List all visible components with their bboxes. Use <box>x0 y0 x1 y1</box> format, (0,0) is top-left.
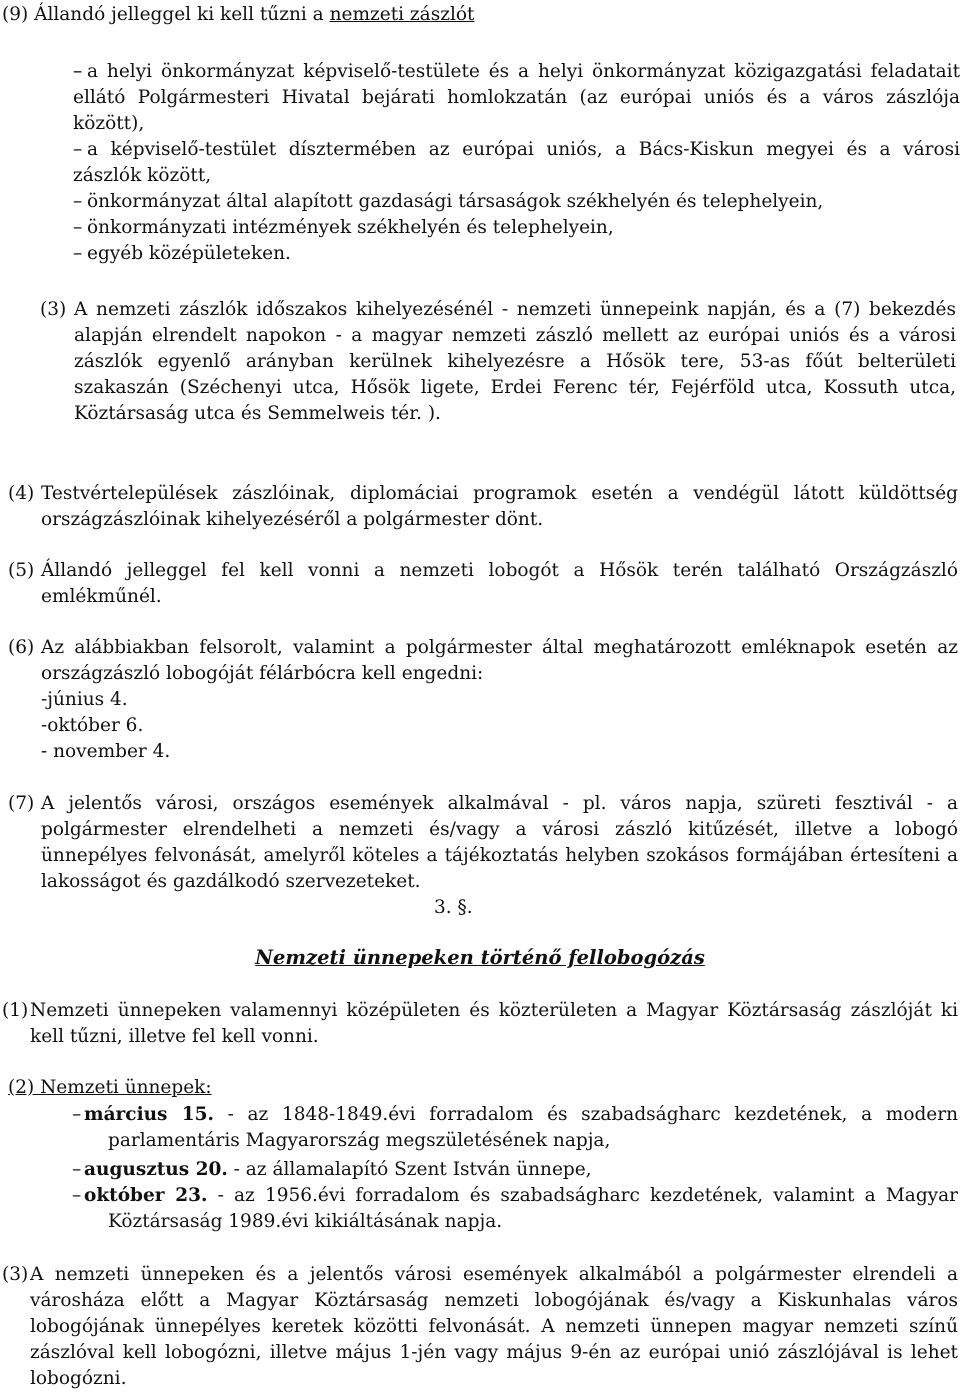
paragraph-number: (5) <box>8 560 35 581</box>
holiday-text: - az államalapító Szent István ünnepe, <box>227 1159 592 1180</box>
holidays-label: (2) Nemzeti ünnepek: <box>8 1077 212 1098</box>
dash-bullet: – <box>72 1159 82 1180</box>
holiday-date: augusztus 20. <box>84 1159 228 1180</box>
dash-bullet: – <box>73 217 83 238</box>
section-paragraph-3 <box>2 1262 958 1392</box>
holiday-item-2 <box>72 1157 958 1183</box>
dash-bullet: – – <box>73 61 83 82</box>
date-item: - november 4. <box>41 741 171 762</box>
date-list <box>41 687 958 765</box>
paragraph-text: A nemzeti zászlók időszakos kihelyezésénél - nemzeti ünnepeink napján, és a (7) bekezdés alapján elrendelt napokon - a magyar nemzeti zászló mellett az európai uniós és a városi zászlók egyenlő arányban kerülnek kihelyezésre a Hősök tere, 53-as főút belterületi szakaszán (Széchenyi utca, Hősök ligete, Erdei Ferenc tér, Fejérföld utca, Kossuth utca, Köztársaság utca és Semmelweis tér. ). <box>74 299 956 424</box>
paragraph-number: (1) <box>2 1000 29 1021</box>
list-item: önkormányzat által alapított gazdasági társaságok székhelyén és telephelyein, <box>87 191 824 212</box>
holiday-date: október 23. <box>84 1185 208 1206</box>
paragraph-9-item-1 <box>73 59 960 137</box>
paragraph-3 <box>40 297 956 427</box>
holiday-item-1 <box>72 1102 958 1154</box>
paragraph-number: (4) <box>8 483 35 504</box>
holiday-text: - az 1956.évi forradalom és szabadságharc kezdetének, valamint a Magyar Köztársaság 1989.évi kikiáltásának napja. <box>108 1185 958 1232</box>
list-item: a képviselő-testület dísztermében az európai uniós, a Bács-Kiskun megyei és a városi zászlók között, <box>73 139 960 186</box>
holiday-item-3 <box>72 1183 958 1235</box>
list-item: a helyi önkormányzat képviselő-testülete és a helyi önkormányzat közigazgatási feladatait ellátó Polgármesteri Hivatal bejárati homlokzatán (az európai uniós és a város zászlója között), <box>73 61 960 134</box>
paragraph-6 <box>8 635 958 765</box>
paragraph-9-item-5 <box>73 241 960 267</box>
paragraph-number: (7) <box>8 793 35 814</box>
date-item: -október 6. <box>41 715 144 736</box>
paragraph-9-heading <box>2 2 902 28</box>
dash-bullet: – <box>72 1104 82 1125</box>
paragraph-text: A jelentős városi, országos események alkalmával - pl. város napja, szüreti fesztivál - a polgármester elrendelheti a nemzeti és/vagy a városi zászló kitűzését, illetve a lobogó ünnepélyes felvonását, amelyről köteles a tájékoztatás helyben szokásos formájában értesíteni a lakosságot és gazdálkodó szervezeteket. <box>41 793 958 892</box>
dash-bullet: – <box>73 191 83 212</box>
paragraph-4 <box>8 481 958 533</box>
section-number: 3. §. <box>434 897 473 918</box>
dash-bullet: – <box>73 243 83 264</box>
paragraph-9-lead-underlined: nemzeti zászlót <box>329 4 475 25</box>
paragraph-text: Nemzeti ünnepeken valamennyi középületen és közterületen a Magyar Köztársaság zászlóját ki kell tűzni, illetve fel kell vonni. <box>30 1000 958 1047</box>
paragraph-text: Testvértelepülések zászlóinak, diplomáciai programok esetén a vendégül látott küldöttség országzászlóinak kihelyezéséről a polgármester dönt. <box>41 483 958 530</box>
list-item: önkormányzati intézmények székhelyén és telephelyein, <box>87 217 614 238</box>
section-title: Nemzeti ünnepeken történő fellobogózás <box>255 946 705 969</box>
paragraph-number: (3) <box>40 299 67 320</box>
paragraph-7 <box>8 791 958 895</box>
date-item: -június 4. <box>41 689 128 710</box>
paragraph-number: (3) <box>2 1264 29 1285</box>
holiday-text: - az 1848-1849.évi forradalom és szabadságharc kezdetének, a modern parlamentáris Magyarország megszületésének napja, <box>108 1104 959 1151</box>
paragraph-9-item-2 <box>73 137 960 189</box>
section-paragraph-1 <box>2 998 958 1050</box>
list-item: egyéb középületeken. <box>87 243 291 264</box>
paragraph-5 <box>8 558 958 610</box>
paragraph-9-item-3 <box>73 189 960 215</box>
paragraph-number: (6) <box>8 637 35 658</box>
dash-bullet: – <box>72 1185 82 1206</box>
paragraph-9-lead: (9) Állandó jelleggel ki kell tűzni a <box>2 4 330 25</box>
dash-bullet: – <box>73 139 83 160</box>
paragraph-text: Az alábbiakban felsorolt, valamint a polgármester által meghatározott emléknapok esetén az országzászló lobogóját félárbócra kell engedni: <box>41 637 958 684</box>
holiday-date: március 15. <box>84 1104 214 1125</box>
paragraph-9-item-4 <box>73 215 960 241</box>
paragraph-text: A nemzeti ünnepeken és a jelentős városi események alkalmából a polgármester elrendeli a városháza előtt a Magyar Köztársaság nemzeti lobogójának és/vagy a Kiskunhalas város lobogójának ünnepélyes keretek közötti felvonását. A nemzeti ünnepen magyar nemzeti színű zászlóval kell lobogózni, illetve május 1-jén vagy május 9-én az európai unió zászlójával is lehet lobogózni. <box>30 1264 958 1389</box>
paragraph-text: Állandó jelleggel fel kell vonni a nemzeti lobogót a Hősök terén található Országzászló emlékműnél. <box>41 560 958 607</box>
